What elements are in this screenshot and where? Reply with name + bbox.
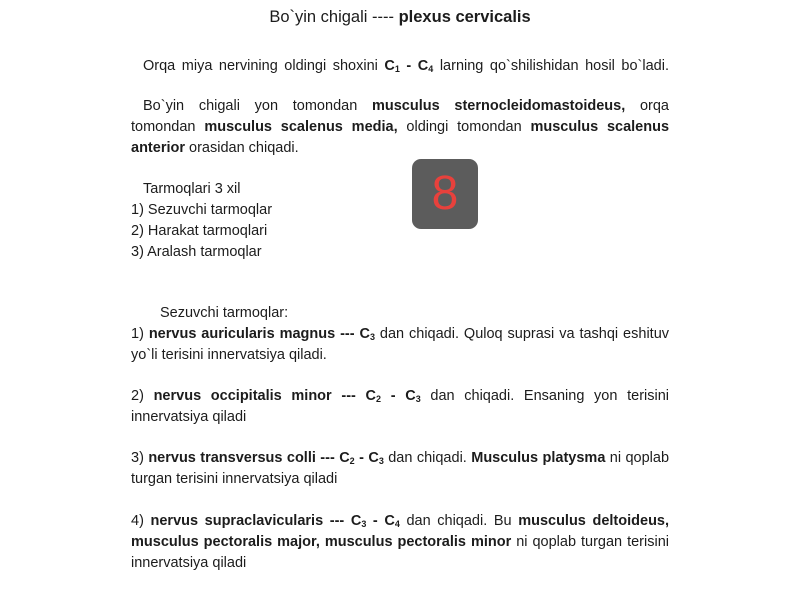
para1-line: [143, 56, 669, 80]
page-title: [0, 8, 800, 27]
item2-nerve: nervus occipitalis minor: [153, 388, 332, 404]
para1-dash: -: [399, 58, 418, 74]
item4-muscle1: musculus deltoideus,: [518, 513, 670, 529]
para1-text-start: Orqa miya nervining oldingi shoxini: [143, 58, 385, 74]
sensory-heading: Sezuvchi tarmoqlar:: [160, 305, 289, 321]
para2-l1-text: Bo`yin chigali yon tomondan: [143, 98, 372, 114]
item3-sep: - C: [354, 450, 379, 466]
sensory-item4-line2: [131, 532, 669, 553]
item2-c-b-sub: 3: [415, 394, 421, 404]
item4-sub-b: 4: [394, 519, 400, 529]
para1-c-a: C: [384, 58, 395, 74]
item3-muscle: Musculus platysma: [471, 450, 606, 466]
para2-l1-muscle: musculus sternocleidomastoideus,: [371, 98, 626, 114]
item2-text: dan chiqadi. Ensaning yon terisini: [420, 388, 670, 404]
item2-number: 2): [131, 388, 154, 404]
item2-c-a-sub: 2: [376, 394, 382, 404]
para1-c-a-sub: 1: [394, 64, 400, 74]
item3-nerve: nervus transversus colli --- C: [148, 450, 350, 466]
branch-item-3: 3) Aralash tarmoqlar: [131, 244, 262, 260]
title-bold: plexus cervicalis: [398, 8, 531, 26]
para2-l2-text-mid: oldingi tomondan: [397, 119, 531, 135]
item2-c-b: C: [405, 388, 416, 404]
item2-c-a: C: [365, 388, 377, 404]
item4-text-end: ni qoplab turgan terisini: [511, 534, 669, 550]
item1-text: dan chiqadi. Quloq suprasi va tashqi eshituv: [374, 326, 670, 342]
para2-l2-muscle2: musculus scalenus: [530, 119, 670, 135]
sensory-item2-line2: innervatsiya qiladi: [131, 409, 247, 425]
item4-sub-a: 3: [361, 519, 367, 529]
item4-text-mid: dan chiqadi. Bu: [399, 513, 519, 529]
branches-heading: Tarmoqlari 3 xil: [143, 181, 241, 197]
item1-number: 1): [131, 326, 149, 342]
item4-sep: - C: [366, 513, 395, 529]
title-normal: Bo`yin chigali ----: [269, 8, 399, 26]
para1-c-b: C: [417, 58, 429, 74]
para1-text-end: larning qo`shilishidan hosil bo`ladi.: [433, 58, 669, 74]
sensory-item1-line2: yo`li terisini innervatsiya qiladi.: [131, 347, 327, 363]
item4-nerve: nervus supraclavicularis --- C: [150, 513, 362, 529]
para2-l3-text: orasidan chiqadi.: [185, 140, 299, 156]
para2-l2-muscle1: musculus scalenus media,: [204, 119, 398, 135]
item2-dash: ---: [331, 388, 366, 404]
item2-sep: -: [381, 388, 406, 404]
item4-muscles: musculus pectoralis major, musculus pectoralis minor: [131, 534, 512, 550]
item3-number: 3): [131, 450, 149, 466]
item3-sub-a: 2: [349, 456, 355, 466]
para2-l2-text: tomondan: [131, 119, 205, 135]
item3-text-mid: dan chiqadi.: [383, 450, 472, 466]
item4-number: 4): [131, 513, 151, 529]
para2-l1-text-end: orqa: [625, 98, 669, 114]
sensory-item4-line3: innervatsiya qiladi: [131, 555, 247, 571]
branch-item-2: 2) Harakat tarmoqlari: [131, 223, 268, 239]
item1-nerve: nervus auricularis magnus --- C: [148, 326, 370, 342]
item3-text-end: ni qoplab: [605, 450, 670, 466]
badge-number: 8: [431, 167, 459, 220]
para2-line2: [131, 117, 669, 138]
item3-sub-b: 3: [378, 456, 384, 466]
para2-l3-muscle: anterior: [131, 140, 185, 156]
para2-line3: [131, 138, 669, 159]
branch-item-1: 1) Sezuvchi tarmoqlar: [131, 202, 273, 218]
para1-c-b-sub: 4: [428, 64, 434, 74]
para2-line1: [143, 96, 669, 117]
item1-sub: 3: [369, 332, 375, 342]
sensory-item3-line2: turgan terisini innervatsiya qiladi: [131, 471, 338, 487]
